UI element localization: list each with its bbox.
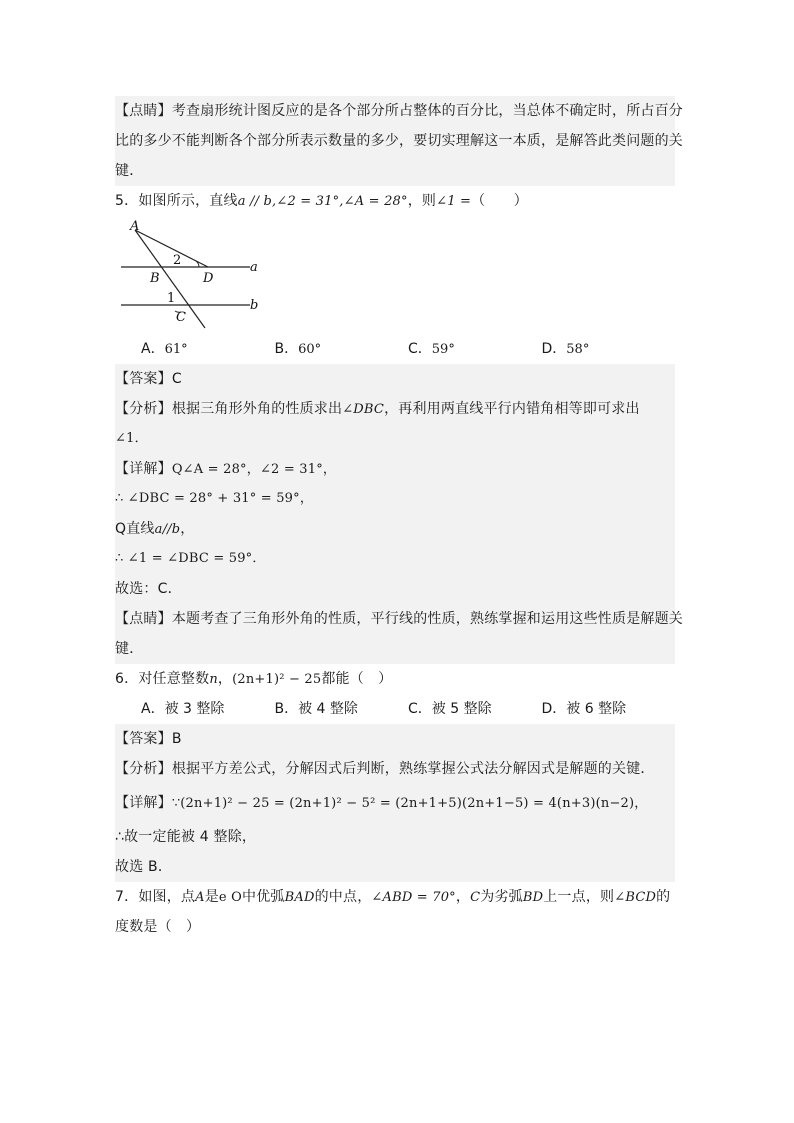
answer-value: B (171, 731, 182, 747)
answer-tag: 【答案】 (115, 371, 172, 387)
label-B: B (150, 271, 160, 286)
transversal-ac (135, 230, 205, 328)
answer-tag: 【答案】 (115, 731, 172, 747)
arc-label: BAD (284, 890, 315, 905)
analysis-tag: 【分析】 (115, 761, 172, 777)
q5-dianjing-line-1 (115, 604, 684, 634)
prev-dianjing-block (115, 96, 684, 186)
q5-detail-line-1 (115, 454, 675, 484)
q6-detail-line-1 (115, 784, 675, 822)
q6-option-a (141, 694, 275, 724)
q5-number: 5． (115, 193, 139, 209)
q7-text: 如图，点 (138, 889, 196, 905)
q5-options (115, 334, 675, 364)
dianjing-tag: 【点睛】 (115, 611, 172, 627)
q7-angle: ∠ABD = 70° (371, 890, 456, 905)
label-D: D (203, 271, 214, 286)
q5-option-a (141, 334, 275, 364)
q6-options (115, 694, 675, 724)
label-C: C (176, 310, 186, 325)
detail-math: a//b (154, 522, 181, 537)
analysis-text: 根据三角形外角的性质求出 (171, 401, 343, 417)
q7-text: 的中点， (314, 889, 372, 905)
q6-analysis (115, 754, 675, 784)
option-key: D． (541, 701, 567, 717)
q5-analysis-line-2: ∠1． (115, 431, 148, 446)
q5-paren: （ ） (471, 193, 528, 209)
analysis-angle: ∠DBC (342, 402, 385, 417)
q6-expression: (2n+1)² − 25 (232, 672, 322, 687)
detail-text: ， (180, 521, 195, 537)
option-text: 60° (298, 342, 322, 357)
label-b: b (250, 298, 259, 313)
prev-dianjing-tag: 【点睛】 (115, 103, 172, 119)
option-key: A． (141, 701, 165, 717)
q7-arc-bad (285, 883, 315, 913)
option-text: 被 6 整除 (566, 701, 627, 717)
q5-ask: ∠1 = (436, 194, 472, 209)
parallel-lines-diagram (115, 216, 275, 334)
q6-solution (115, 724, 675, 882)
q5-dianjing-line-2: 键． (115, 641, 144, 657)
q7-text: ， (455, 889, 471, 905)
arc-label: BD (522, 890, 544, 905)
q6-var: n (209, 672, 218, 687)
q5-stem (115, 186, 675, 216)
prev-dianjing-line-1 (115, 96, 684, 126)
q7-number: 7． (115, 889, 139, 905)
q5-figure (115, 216, 675, 334)
detail-step-1: Q∠A = 28°，∠2 = 31°， (171, 462, 337, 477)
q6-sep: ， (217, 671, 233, 687)
prev-dianjing-line-2: 比的多少不能判断各个部分所表示数量的多少，要切实理解这一本质，是解答此类问题的关 (115, 133, 683, 149)
prev-dianjing-line-3: 键． (115, 163, 144, 179)
q7-text: 为劣弧 (480, 889, 523, 905)
option-key: D． (541, 341, 567, 357)
q6-stem-pre: 对任意整数 (138, 671, 210, 687)
q6-answer (115, 724, 675, 754)
prev-dianjing-text-1: 考查扇形统计图反应的是各个部分所占整体的百分比，当总体不确定时，所占百分 (171, 103, 684, 119)
option-text: 被 4 整除 (298, 701, 358, 717)
q5-analysis-line-1 (115, 394, 675, 424)
option-key: C． (408, 341, 432, 357)
detail-text: Q直线 (115, 521, 155, 537)
option-key: A． (141, 341, 165, 357)
q5-detail-line-4: ∴ ∠1 = ∠DBC = 59°． (115, 551, 266, 566)
detail-step-1: ∵(2n+1)² − 25 = (2n+1)² − 5² = (2n+1+5)(2n+1−5) = 4(n+3)(n−2)， (171, 796, 648, 811)
q6-stem-post: 都能（ ） (321, 671, 393, 687)
analysis-text: 根据平方差公式，分解因式后判断，熟练掌握公式法分解因式是解题的关键． (171, 761, 655, 777)
analysis-tag: 【分析】 (115, 401, 172, 417)
q7-ask-angle: ∠BCD (614, 890, 657, 905)
option-text: 59° (431, 342, 455, 357)
q5-detail-line-3 (115, 514, 675, 544)
label-A: A (130, 219, 140, 234)
q7-text: 的 (656, 889, 671, 905)
q5-option-b (275, 334, 409, 364)
label-angle-1: 1 (167, 291, 176, 306)
q5-stem-pre: 如图所示，直线 (138, 193, 238, 209)
q6-option-d (542, 694, 676, 724)
q5-condition: a // b,∠2 = 31°,∠A = 28° (237, 194, 408, 209)
q5-solution (115, 364, 684, 664)
q5-option-d (542, 334, 676, 364)
page-content (115, 96, 684, 942)
q5-answer (115, 364, 675, 394)
detail-tag: 【详解】 (115, 461, 172, 477)
q6-option-b (275, 694, 409, 724)
option-text: 被 5 整除 (431, 701, 492, 717)
option-text: 58° (566, 342, 590, 357)
q7-point-a: A (195, 890, 205, 905)
option-text: 被 3 整除 (164, 701, 225, 717)
q5-detail-line-5: 故选：C． (115, 581, 182, 597)
q7-stem-line-1 (115, 882, 675, 912)
q7-text: 中优弧 (242, 889, 285, 905)
label-angle-2: 2 (173, 253, 182, 268)
q6-detail-line-3: 故选 B． (115, 859, 173, 875)
option-key: B． (274, 701, 299, 717)
answer-value: C (171, 371, 182, 387)
option-text: 61° (164, 342, 188, 357)
q6-detail-line-2: ∴故一定能被 4 整除， (115, 829, 257, 845)
q6-number: 6． (115, 671, 139, 687)
q7-arc-bd (523, 883, 543, 913)
detail-tag: 【详解】 (115, 795, 172, 811)
option-key: C． (408, 701, 432, 717)
q5-stem-mid: ，则 (407, 193, 437, 209)
q6-option-c (408, 694, 542, 724)
analysis-text-2: ，再利用两直线平行内错角相等即可求出 (384, 401, 640, 417)
q7-circle: e O (218, 890, 243, 905)
dianjing-text: 本题考查了三角形外角的性质，平行线的性质，熟练掌握和运用这些性质是解题关 (171, 611, 684, 627)
q7-stem-line-2: 度数是（ ） (115, 919, 201, 935)
q5-detail-line-2: ∴ ∠DBC = 28° + 31° = 59°， (115, 491, 314, 506)
q5-option-c (408, 334, 542, 364)
option-key: B． (274, 341, 299, 357)
q7-point-c: C (470, 890, 481, 905)
q7-text: 是 (204, 889, 219, 905)
q7-text: 上一点，则 (543, 889, 615, 905)
label-a: a (250, 260, 258, 275)
q6-stem (115, 664, 675, 694)
